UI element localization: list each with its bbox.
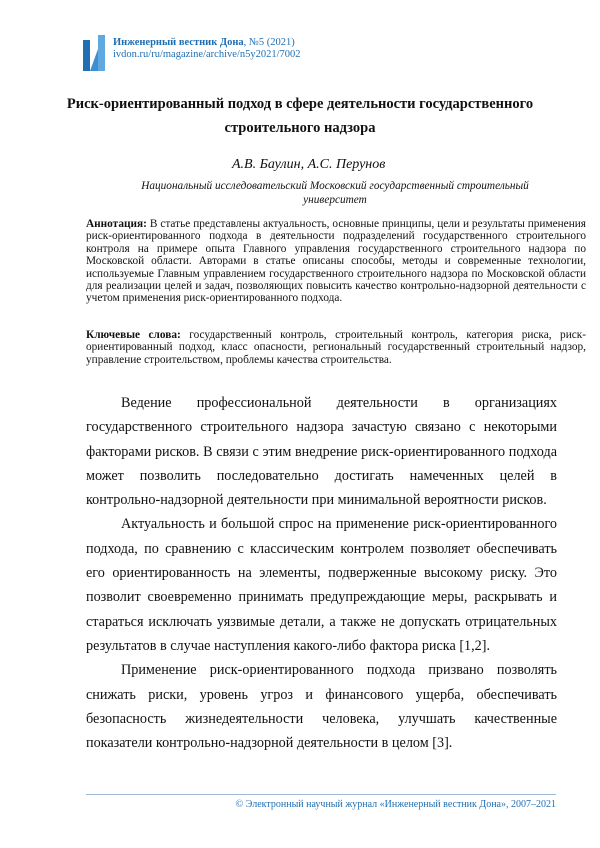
journal-name: Инженерный вестник Дона, №5 (2021) <box>113 37 295 48</box>
abstract-text: В статье представлены актуальность, основные принципы, цели и результаты применения риск-ориентированного подхода в деятельности подразделений государственного строительного контроля на примере опыта Главного управления государственного строительного надзора по Московской области. Авторами в статье описаны способы, методы и современные технологии, используемые Главным управлением государственного строительного надзора по Московской области для реализации целей и задач, позволяющих повысить качество контрольно-надзорной деятельности с учетом применения риск-ориентированного подхода. <box>86 218 586 305</box>
article-affiliation: Национальный исследовательский Московский государственный строительный университет <box>141 180 529 206</box>
footer-divider <box>86 794 556 795</box>
footer-copyright: © Электронный научный журнал «Инженерный вестник Дона», 2007–2021 <box>235 799 556 810</box>
article-body <box>86 391 557 755</box>
body-paragraph: Применение риск-ориентированного подхода призвано позволять снижать риски, уровень угроз и финансового ущерба, обеспечивать безопасность жизнедеятельности человека, улучшать качественные показатели контрольно-надзорной деятельности в целом [3]. <box>86 662 557 752</box>
abstract-label: Аннотация: <box>86 218 147 230</box>
journal-logo-icon <box>83 35 105 71</box>
keywords-label: Ключевые слова: <box>86 329 181 341</box>
article-authors: А.В. Баулин, А.С. Перунов <box>232 157 386 172</box>
abstract <box>86 218 586 305</box>
keywords-text: государственный контроль, строительный контроль, категория риска, риск-ориентированный подход, класс опасности, региональный государственный строительный надзор, управление строительством, проблемы качества строительства. <box>86 329 587 366</box>
journal-url[interactable]: ivdon.ru/ru/magazine/archive/n5y2021/7002 <box>113 49 301 60</box>
keywords <box>86 329 586 366</box>
article-title: Риск-ориентированный подход в сфере деятельности государственного строительного надзора <box>66 96 534 136</box>
body-paragraph: Ведение профессиональной деятельности в организациях государственного строительного надзора зачастую связано с некоторыми факторами рисков. В связи с этим внедрение риск-ориентированного подхода может позволить последовательно достигать намеченных целей в контрольно-надзорной деятельности при минимальной вероятности рисков. <box>86 395 557 509</box>
body-paragraph: Актуальность и большой спрос на применение риск-ориентированного подхода, по сравнению с классическим контролем позволяет обеспечивать его ориентированность на элементы, подверженные высокому риску. Это позволит своевременно принимать предупреждающие меры, раскрывать и стараться исключать уязвимые детали, а также не допускать отрицательных результатов в случае наступления какого-либо фактора риска [1,2]. <box>86 516 557 654</box>
